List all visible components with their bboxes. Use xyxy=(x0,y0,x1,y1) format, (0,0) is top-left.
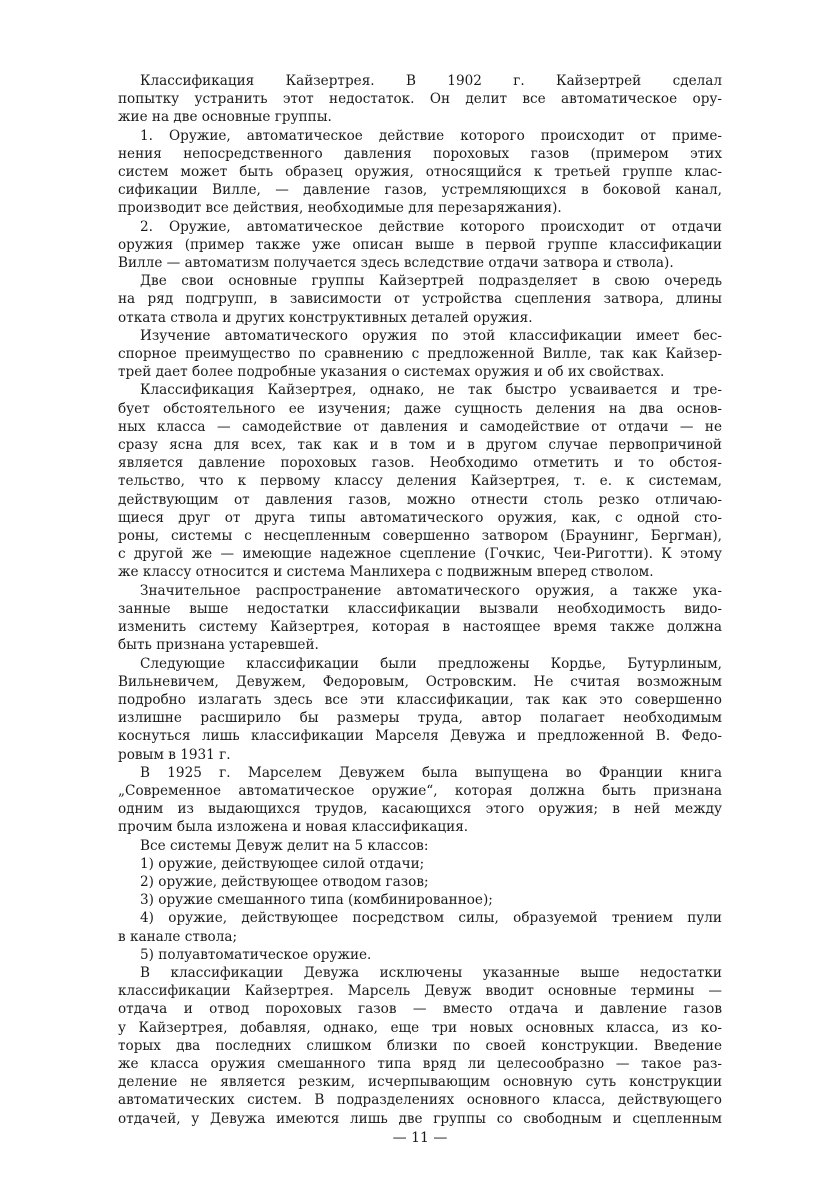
text-line: автоматических систем. В подразделениях основного класса, действующего xyxy=(118,1092,722,1109)
text-line: Все системы Девуж делит на 5 классов: xyxy=(140,837,429,854)
paragraph-p5 xyxy=(118,327,722,382)
text-line: сразу ясна для всех, так как и в том и в другом случае первопричиной xyxy=(118,437,722,454)
text-line: В классификации Девужа исключены указанные выше недостатки xyxy=(140,964,722,981)
text-line: тельство, что к первому классу деления Кайзертрея, т. е. к системам, xyxy=(118,473,722,490)
text-line: попытку устранить этот недостаток. Он делит все автоматическое ору- xyxy=(118,91,722,108)
text-line: деление не является резким, исчерпывающим основную суть конструкции xyxy=(118,1074,722,1091)
paragraph-p4 xyxy=(118,272,722,327)
text-line: быть признана устаревшей. xyxy=(118,637,319,654)
text-line: Следующие классификации были предложены Кордье, Бутурлиным, xyxy=(140,655,722,672)
text-line: роны, системы с несцепленным совершенно затвором (Браунинг, Бергман), xyxy=(118,528,722,545)
text-line: жие на две основные группы. xyxy=(118,109,332,126)
text-line: подробно излагать здесь все эти классификации, так как это совершенно xyxy=(118,691,722,708)
text-line: бует обстоятельного ее изучения; даже сущность деления на два основ- xyxy=(118,400,722,417)
paragraph-p12 xyxy=(118,873,722,891)
text-line: торых два последних слишком близки по своей конструкции. Введение xyxy=(118,1037,722,1054)
text-line: прочим была изложена и новая классификация. xyxy=(118,819,469,836)
text-line: 5) полуавтоматическое оружие. xyxy=(140,946,372,963)
text-line: ровым в 1931 г. xyxy=(118,746,231,763)
page-body xyxy=(118,72,722,1128)
text-line: коснуться лишь классификации Марселя Девужа и предложенной В. Федо- xyxy=(118,728,722,745)
text-line: 2. Оружие, автоматическое действие которого происходит от отдачи xyxy=(140,218,722,235)
text-line: 1. Оружие, автоматическое действие которого происходит от приме- xyxy=(140,127,722,144)
text-line: отдачей, у Девужа имеются лишь две группы со свободным и сцепленным xyxy=(118,1110,722,1127)
text-line: Вильневичем, Девужем, Федоровым, Островским. Не считая возможным xyxy=(118,673,722,690)
text-line: изменить систему Кайзертрея, которая в настоящее время также должна xyxy=(118,619,722,636)
text-line: Изучение автоматического оружия по этой классификации имеет бес- xyxy=(140,327,722,344)
text-line: 2) оружие, действующее отводом газов; xyxy=(140,873,429,890)
paragraph-p11 xyxy=(118,855,722,873)
text-line: отката ствола и других конструктивных деталей оружия. xyxy=(118,309,533,326)
text-line: ных класса — самодействие от давления и самодействие от отдачи — не xyxy=(118,418,722,435)
text-line: Классификация Кайзертрея. В 1902 г. Кайзертрей сделал xyxy=(140,73,722,89)
text-line: же класса оружия смешанного типа вряд ли целесообразно — такое раз- xyxy=(118,1055,722,1072)
text-line: нения непосредственного давления пороховых газов (примером этих xyxy=(118,145,722,162)
text-line: классификации Кайзертрея. Марсель Девуж вводит основные термины — xyxy=(118,983,722,1000)
text-line: одним из выдающихся трудов, касающихся этого оружия; в ней между xyxy=(118,801,722,818)
text-line: является давление пороховых газов. Необходимо отметить и то обстоя- xyxy=(118,455,722,472)
text-line: на ряд подгрупп, в зависимости от устройства сцепления затвора, длины xyxy=(118,291,722,308)
text-line: с другой же — имеющие надежное сцепление (Гочкис, Чеи-Риготти). К этому xyxy=(118,546,722,563)
paragraph-p13 xyxy=(118,891,722,909)
text-line: занные выше недостатки классификации вызвали необходимость видо- xyxy=(118,600,722,617)
text-line: 1) оружие, действующее силой отдачи; xyxy=(140,855,425,872)
text-line: спорное преимущество по сравнению с предложенной Вилле, так как Кайзер- xyxy=(118,346,722,363)
paragraph-p1 xyxy=(118,72,722,127)
text-line: В 1925 г. Марселем Девужем была выпущена во Франции книга xyxy=(140,764,722,781)
text-line: щиеся друг от друга типы автоматического оружия, как, с одной сто- xyxy=(118,509,722,526)
text-line: Две свои основные группы Кайзертрей подразделяет в свою очередь xyxy=(140,273,722,290)
text-line: „Современное автоматическое оружие“, которая должна быть признана xyxy=(118,782,722,799)
text-line: сификации Вилле, — давление газов, устремляющихся в боковой канал, xyxy=(118,182,722,199)
text-line: 3) оружие смешанного типа (комбинированное); xyxy=(140,892,493,909)
paragraph-p8 xyxy=(118,655,722,764)
text-line: же классу относится и система Манлихера с подвижным вперед стволом. xyxy=(118,564,654,581)
paragraph-p10 xyxy=(118,837,722,855)
text-line: Значительное распространение автоматического оружия, а также ука- xyxy=(140,582,722,599)
text-line: 4) оружие, действующее посредством силы, образуемой трением пули xyxy=(140,910,722,927)
text-line: трей дает более подробные указания о системах оружия и об их свойствах. xyxy=(118,364,665,381)
text-line: в канале ствола; xyxy=(118,928,238,945)
text-line: отдача и отвод пороховых газов — вместо отдача и давление газов xyxy=(118,1001,722,1018)
text-line: Классификация Кайзертрея, однако, не так быстро усваивается и тре- xyxy=(140,382,722,399)
text-line: оружия (пример также уже описан выше в первой группе классификации xyxy=(118,236,722,253)
text-line: действующим от давления газов, можно отнести столь резко отличаю- xyxy=(118,491,722,508)
text-line: Вилле — автоматизм получается здесь вследствие отдачи затвора и ствола). xyxy=(118,255,674,272)
text-line: излишне расширило бы размеры труда, автор полагает необходимым xyxy=(118,710,722,727)
paragraph-p3 xyxy=(118,218,722,273)
text-line: у Кайзертрея, добавляя, однако, еще три новых основных класса, из ко- xyxy=(118,1019,722,1036)
paragraph-p9 xyxy=(118,764,722,837)
paragraph-p2 xyxy=(118,127,722,218)
page-number: — 11 — xyxy=(392,1130,448,1146)
paragraph-p14 xyxy=(118,909,722,945)
paragraph-p15 xyxy=(118,946,722,964)
paragraph-p7 xyxy=(118,582,722,655)
text-line: систем может быть образец оружия, относящийся к третьей группе клас- xyxy=(118,164,722,181)
text-line: производит все действия, необходимые для перезаряжания). xyxy=(118,200,562,217)
paragraph-p16 xyxy=(118,964,722,1128)
paragraph-p6 xyxy=(118,381,722,581)
